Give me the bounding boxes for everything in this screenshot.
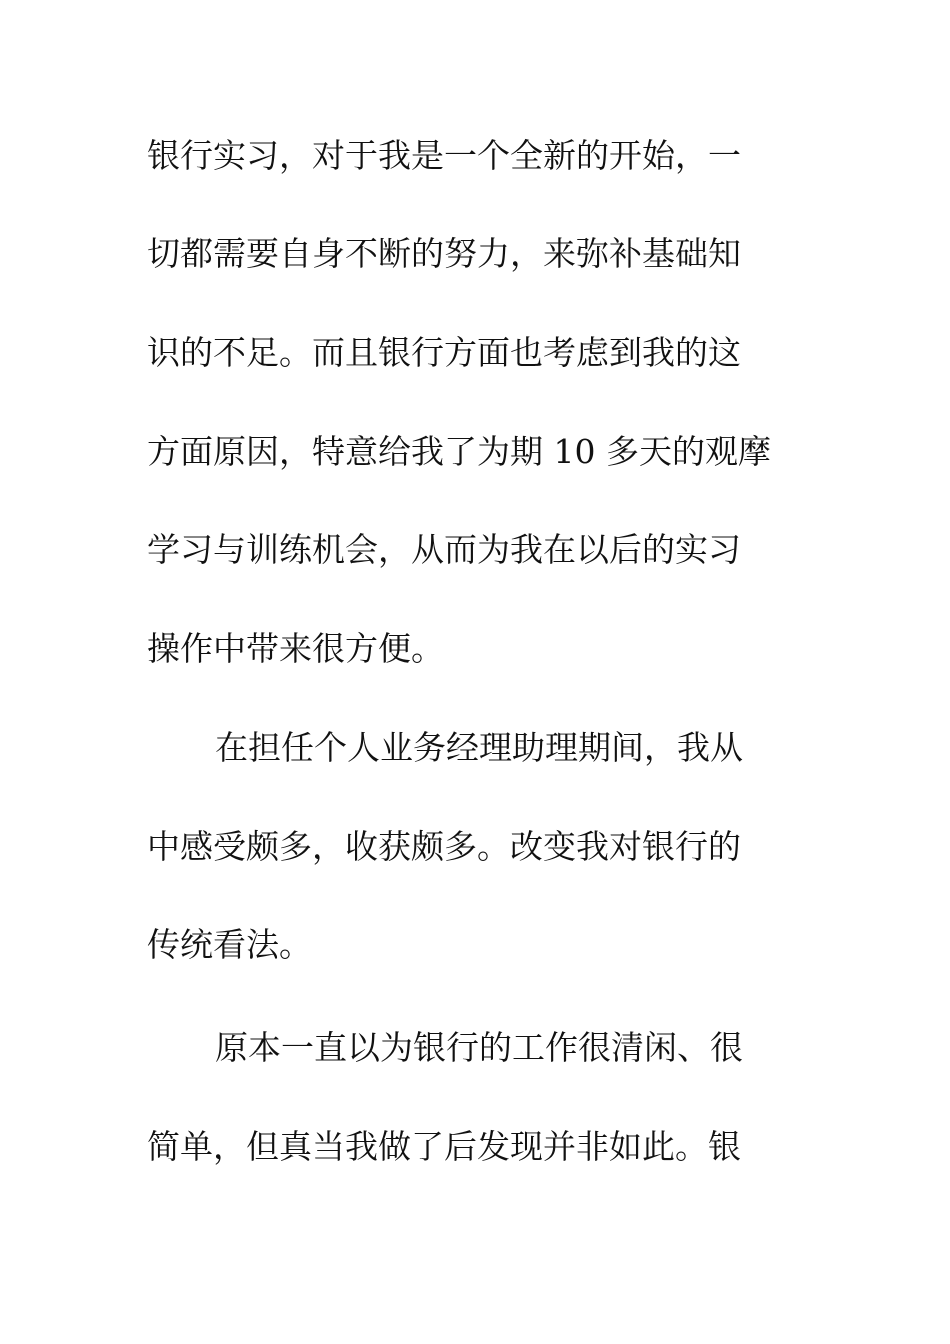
paragraph-line: 方面原因，特意给我了为期 10 多天的观摩 [147,432,771,471]
paragraph-line: 切都需要自身不断的努力，来弥补基础知 [147,234,741,273]
paragraph-line: 学习与训练机会，从而为我在以后的实习 [147,530,741,569]
paragraph-line: 简单，但真当我做了后发现并非如此。银 [147,1127,741,1166]
paragraph-line: 中感受颇多，收获颇多。改变我对银行的 [147,827,741,866]
paragraph-line: 在担任个人业务经理助理期间，我从 [215,728,743,767]
paragraph-line: 识的不足。而且银行方面也考虑到我的这 [147,333,741,372]
paragraph-line: 操作中带来很方便。 [147,629,444,668]
paragraph-line: 银行实习，对于我是一个全新的开始，一 [147,136,741,175]
paragraph-line: 传统看法。 [147,925,312,964]
paragraph-line: 原本一直以为银行的工作很清闲、很 [215,1028,743,1067]
